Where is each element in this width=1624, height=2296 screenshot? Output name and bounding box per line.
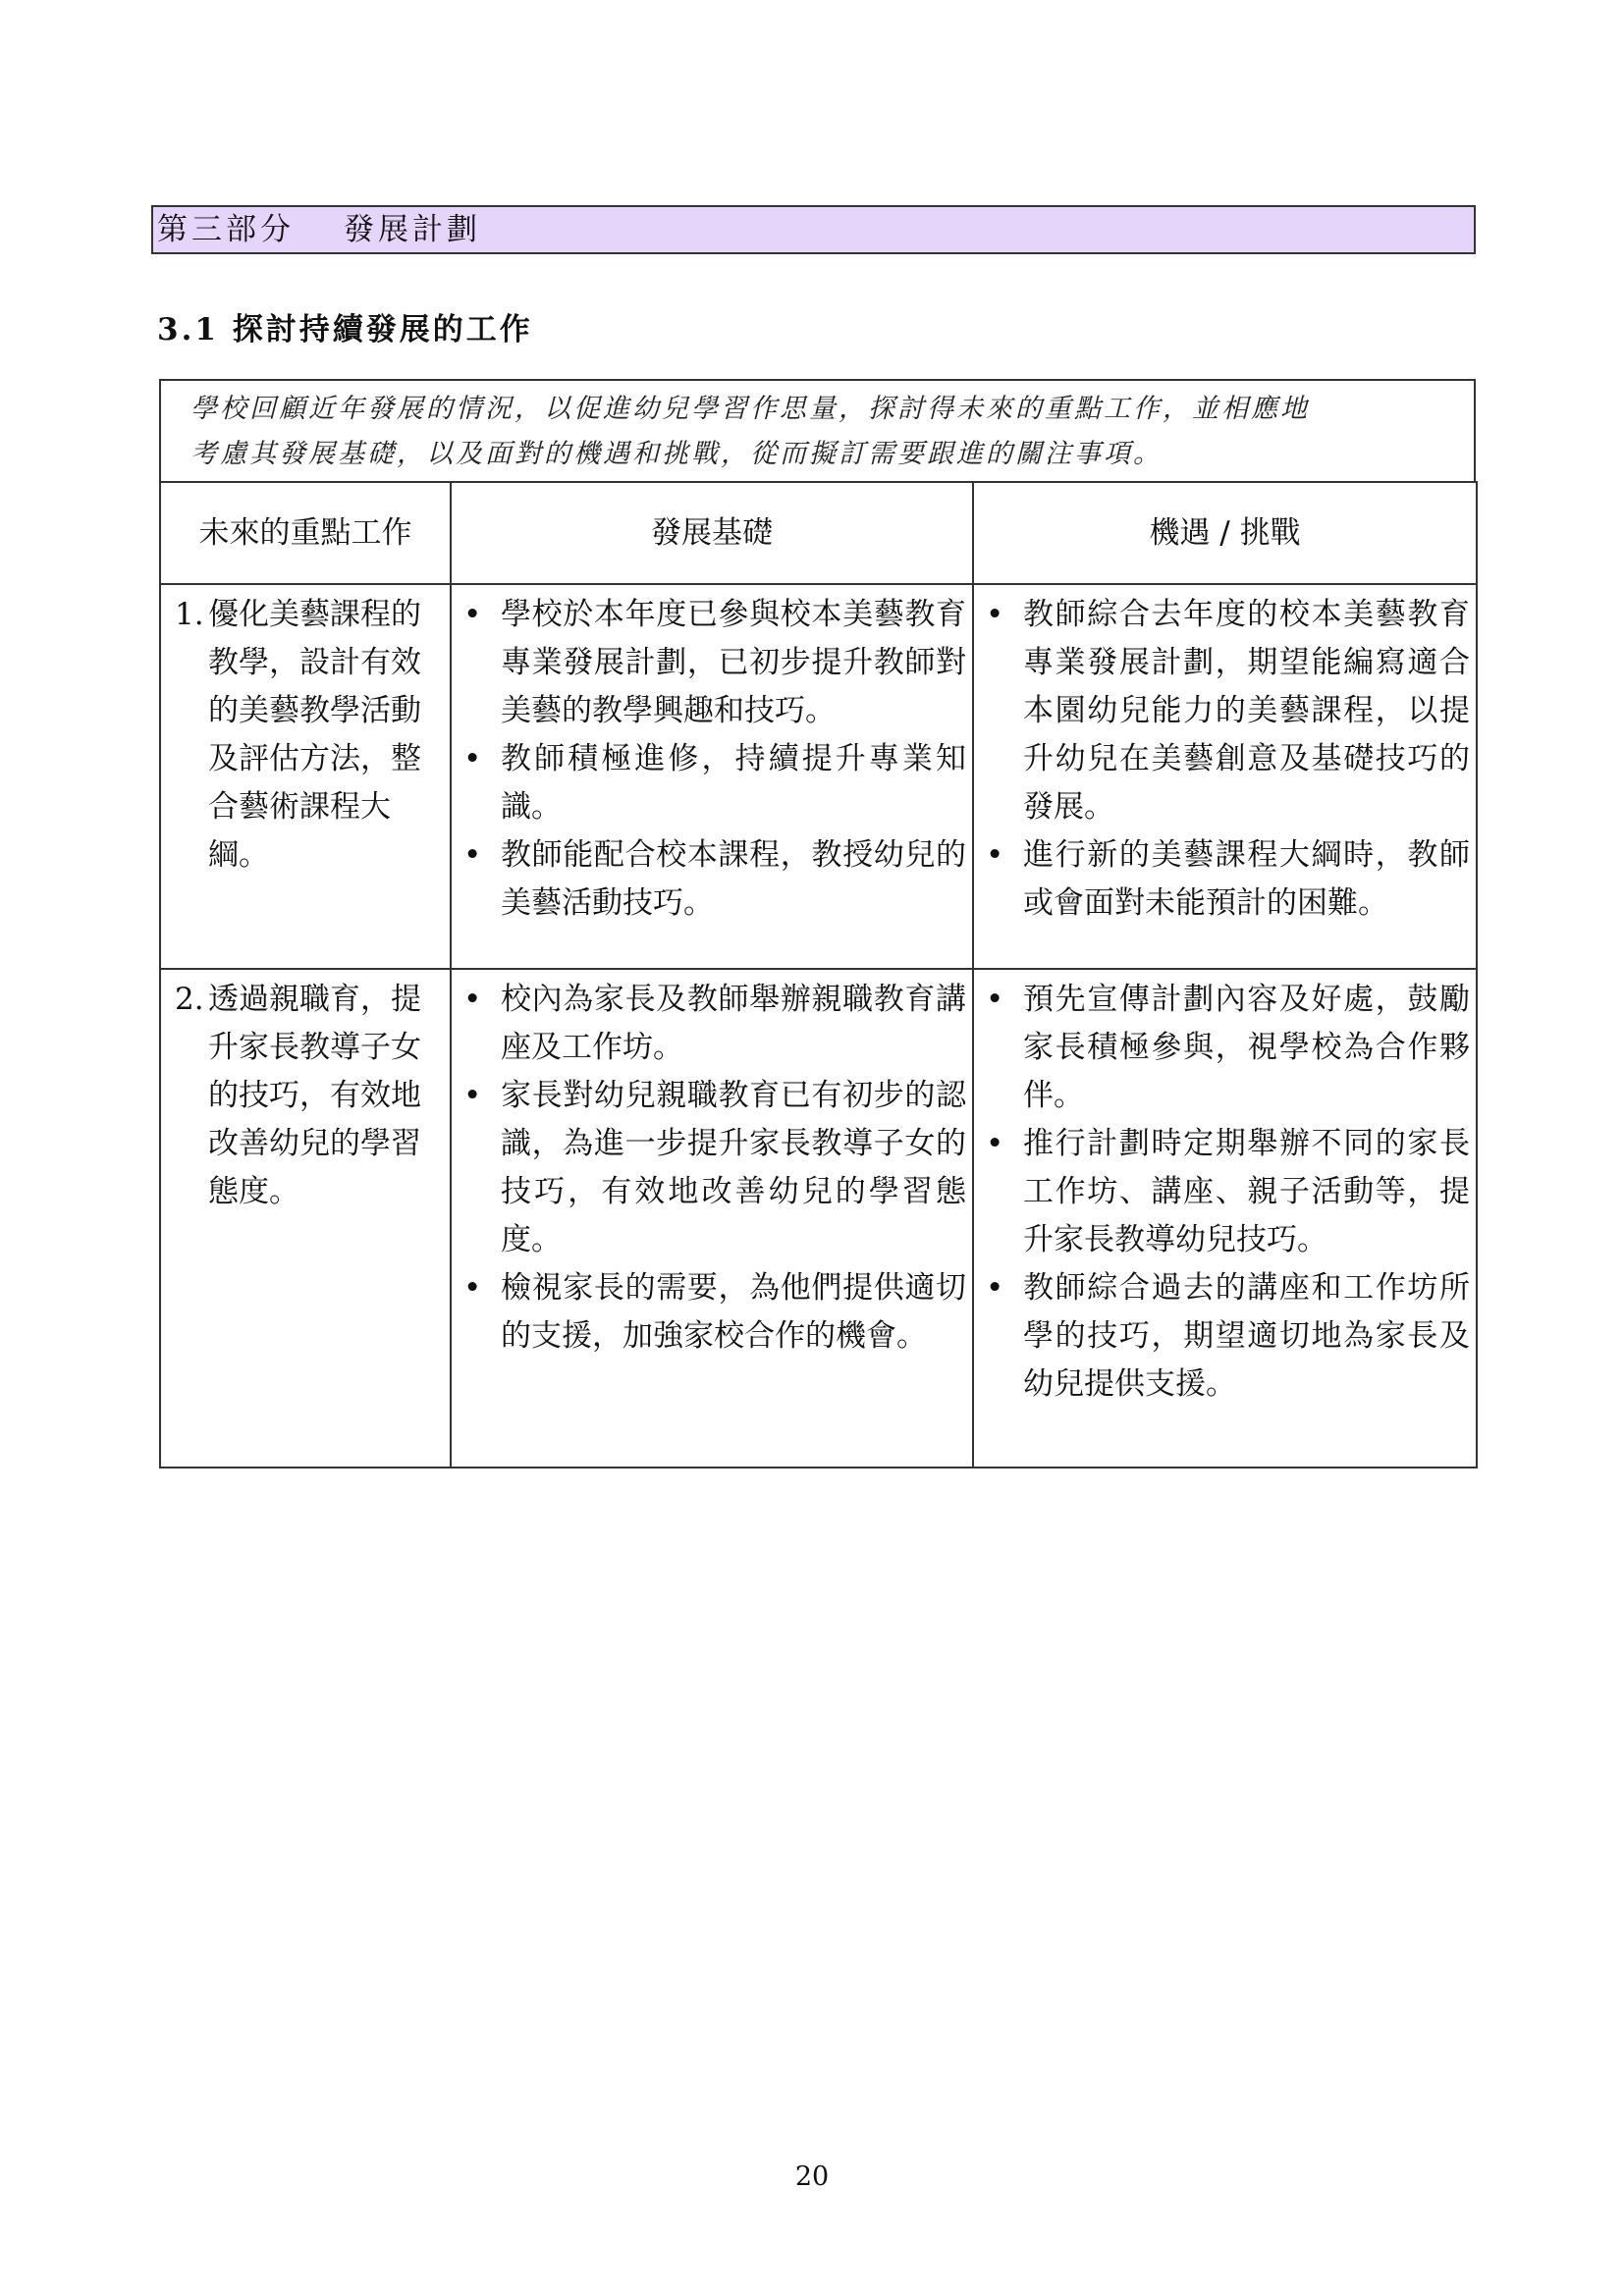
list-item: • 教師積極進修，持續提升專業知識。 xyxy=(461,735,966,831)
bullet-icon: • xyxy=(463,1078,482,1113)
focus-text: 透過親職育，提升家長教導子女的技巧，有效地改善幼兒的學習態度。 xyxy=(208,982,421,1209)
bullet-icon: • xyxy=(463,1270,482,1306)
opportunities-cell xyxy=(973,584,1477,969)
bullet-icon: • xyxy=(463,741,482,776)
table-row xyxy=(160,584,1477,969)
header-focus: 未來的重點工作 xyxy=(160,482,451,584)
list-item: • 學校於本年度已參與校本美藝教育專業發展計劃，已初步提升教師對美藝的教學興趣和技巧。 xyxy=(461,591,966,735)
focus-text: 優化美藝課程的教學，設計有效的美藝教學活動及評估方法，整合藝術課程大綱。 xyxy=(208,597,421,873)
list-item: • 校內為家長及教師舉辦親職教育講座及工作坊。 xyxy=(461,976,966,1072)
focus-cell xyxy=(160,584,451,969)
development-plan-table xyxy=(159,481,1478,1468)
list-item: • 家長對幼兒親職教育已有初步的認識，為進一步提升家長教導子女的技巧，有效地改善幼兒的學習態度。 xyxy=(461,1072,966,1264)
intro-line-1: 學校回顧近年發展的情況，以促進幼兒學習作思量，探討得未來的重點工作，並相應地 xyxy=(190,394,1310,424)
bullet-icon: • xyxy=(986,982,1004,1017)
part-label: 第三部分 xyxy=(157,212,295,247)
foundation-cell xyxy=(451,584,973,969)
intro-box xyxy=(159,379,1476,481)
bullet-icon: • xyxy=(986,1270,1004,1306)
table-row xyxy=(160,969,1477,1468)
foundation-cell xyxy=(451,969,973,1468)
table-header-row xyxy=(160,482,1477,584)
focus-number: 2. xyxy=(175,982,204,1017)
list-item: • 推行計劃時定期舉辦不同的家長工作坊、講座、親子活動等，提升家長教導幼兒技巧。 xyxy=(984,1120,1470,1264)
intro-line-2: 考慮其發展基礎，以及面對的機遇和挑戰，從而擬訂需要跟進的關注事項。 xyxy=(190,439,1163,469)
bullet-icon: • xyxy=(463,837,482,873)
header-opportunities: 機遇 / 挑戰 xyxy=(973,482,1477,584)
bullet-icon: • xyxy=(463,982,482,1017)
header-foundation: 發展基礎 xyxy=(451,482,973,584)
focus-number: 1. xyxy=(175,597,204,632)
page-number: 20 xyxy=(794,2162,830,2192)
bullet-icon: • xyxy=(986,1126,1004,1161)
part-title: 發展計劃 xyxy=(344,212,481,247)
bullet-icon: • xyxy=(986,597,1004,632)
bullet-icon: • xyxy=(986,837,1004,873)
list-item: • 預先宣傳計劃內容及好處，鼓勵家長積極參與，視學校為合作夥伴。 xyxy=(984,976,1470,1120)
focus-cell xyxy=(160,969,451,1468)
list-item: • 檢視家長的需要，為他們提供適切的支援，加強家校合作的機會。 xyxy=(461,1264,966,1361)
list-item: • 教師綜合去年度的校本美藝教育專業發展計劃，期望能編寫適合本園幼兒能力的美藝課程，以提升幼兒在美藝創意及基礎技巧的發展。 xyxy=(984,591,1470,831)
bullet-icon: • xyxy=(463,597,482,632)
section-title: 3.1 探討持續發展的工作 xyxy=(157,312,533,347)
list-item: • 教師綜合過去的講座和工作坊所學的技巧，期望適切地為家長及幼兒提供支援。 xyxy=(984,1264,1470,1409)
opportunities-cell xyxy=(973,969,1477,1468)
list-item: • 教師能配合校本課程，教授幼兒的美藝活動技巧。 xyxy=(461,831,966,928)
list-item: • 進行新的美藝課程大綱時，教師或會面對未能預計的困難。 xyxy=(984,831,1470,928)
part-header xyxy=(151,205,1476,254)
